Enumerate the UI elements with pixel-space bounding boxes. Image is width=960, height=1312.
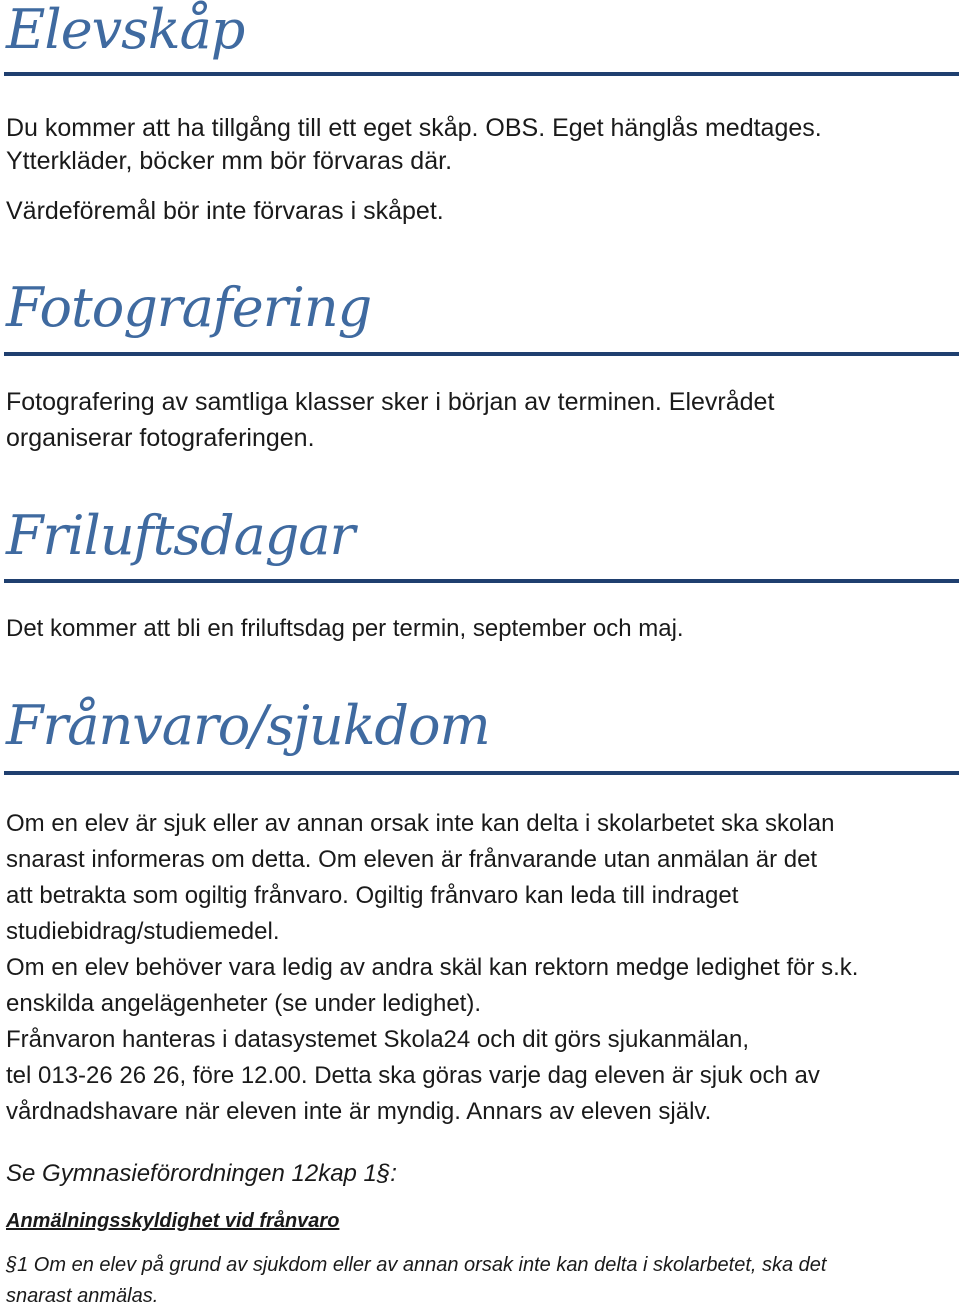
paragraph-line: snarast informeras om detta. Om eleven är frånvarande utan anmälan är det (6, 846, 818, 873)
paragraph-line: att betrakta som ogiltig frånvaro. Ogiltig frånvaro kan leda till indraget (6, 882, 739, 909)
paragraph-line: vårdnadshavare när eleven inte är myndig. Annars av eleven själv. (6, 1098, 712, 1125)
quote-line: snarast anmälas. (6, 1285, 159, 1307)
paragraph-line: organiserar fotograferingen. (6, 424, 315, 452)
subheading-anmalningsskyldighet: Anmälningsskyldighet vid frånvaro (6, 1210, 340, 1232)
paragraph-line: Frånvaron hanteras i datasystemet Skola24 och dit görs sjukanmälan, (6, 1026, 750, 1053)
heading-franvaro: Frånvaro/sjukdom (6, 694, 490, 757)
paragraph-line: Det kommer att bli en friluftsdag per termin, september och maj. (6, 615, 684, 642)
quote-line: §1 Om en elev på grund av sjukdom eller av annan orsak inte kan delta i skolarbetet, ska det (6, 1254, 827, 1276)
heading-elevskap: Elevskåp (6, 0, 245, 61)
paragraph-line: Fotografering av samtliga klasser sker i början av terminen. Elevrådet (6, 388, 775, 416)
paragraph-line: Om en elev är sjuk eller av annan orsak inte kan delta i skolarbetet ska skolan (6, 810, 835, 837)
section-divider (4, 579, 959, 583)
heading-fotografering: Fotografering (6, 276, 372, 339)
section-divider (4, 72, 959, 76)
paragraph-line: enskilda angelägenheter (se under ledighet). (6, 990, 481, 1017)
paragraph-line: Värdeföremål bör inte förvaras i skåpet. (6, 197, 444, 225)
paragraph-line: tel 013-26 26 26, före 12.00. Detta ska göras varje dag eleven är sjuk och av (6, 1062, 820, 1089)
paragraph-line: Ytterkläder, böcker mm bör förvaras där. (6, 147, 453, 175)
section-divider (4, 352, 959, 356)
heading-friluftsdagar: Friluftsdagar (6, 504, 355, 567)
paragraph-line: studiebidrag/studiemedel. (6, 918, 280, 945)
paragraph-line: Du kommer att ha tillgång till ett eget skåp. OBS. Eget hänglås medtages. (6, 114, 822, 142)
paragraph-line: Om en elev behöver vara ledig av andra skäl kan rektorn medge ledighet för s.k. (6, 954, 859, 981)
law-reference: Se Gymnasieförordningen 12kap 1§: (6, 1160, 397, 1187)
section-divider (4, 771, 959, 775)
